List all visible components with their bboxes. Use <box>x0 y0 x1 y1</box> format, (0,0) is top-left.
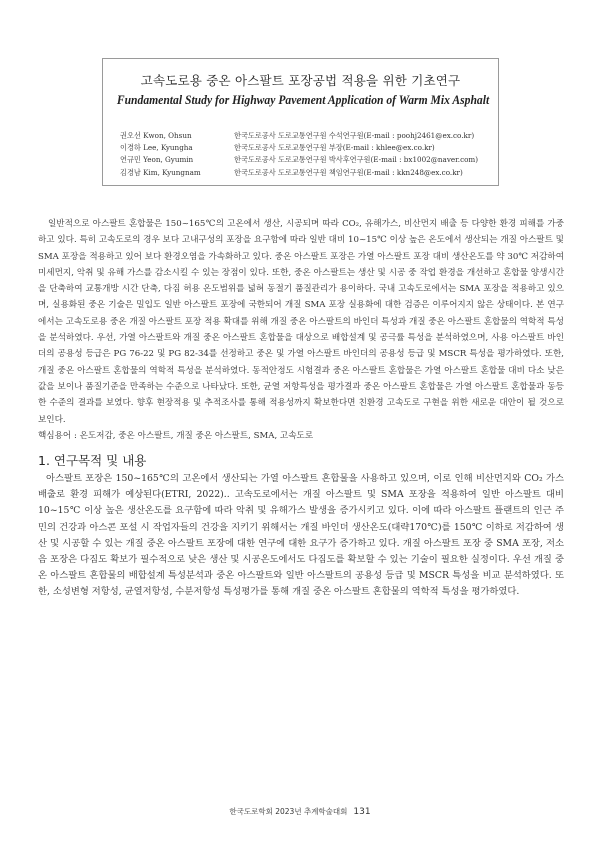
author-name: 연규민 Yeon, Gyumin <box>120 155 194 165</box>
section-heading: 1. 연구목적 및 내용 <box>38 453 147 468</box>
author-name: 김경남 Kim, Kyungnam <box>120 167 201 177</box>
paper-title-english: Fundamental Study for Highway Pavement Application of Warm Mix Asphalt <box>116 93 490 107</box>
keywords: 핵심용어 : 온도저감, 중온 아스팔트, 개질 중온 아스팔트, SMA, 고속도로 <box>38 430 314 441</box>
section-paragraph: 아스팔트 포장은 150~165℃의 고온에서 생산되는 가열 아스팔트 혼합물을 사용하고 있으며, 이로 인해 비산먼지와 CO₂ 가스 배출로 환경 피해가 예상된다(ETRI, 2022).. 고속도로에서는 개질 아스팔트 및 SMA 포장을 적용하여 일반 아스팔트 대비 10~15℃ 이상 높은 생산온도를 요구함에 따라 악취 및 유해가스 발생을 증가시키고 있다. 이에 따라 아스팔트 플랜트의 인근 주민의 건강과 아스콘 포설 시 작업자들의 건강을 지키기 위해서는 개질 바인더 생산온도(대략170℃)를 150℃ 이하로 저감하여 생산 및 시공할 수 있는 개질 중온 아스팔트 포장에 대한 연구에 대한 요구가 증가하고 있다. 개질 아스팔트 포장 중 SMA 포장, 저소음 포장은 다짐도 확보가 필수적으로 낮은 생산 및 시공온도에서도 다짐도를 확보할 수 있는 기술이 필요한 실정이다. 우선 개질 중온 아스팔트 혼합물의 배합설계 특성분석과 중온 아스팔트와 일반 아스팔트의 공용성 등급 및 MSCR 특성을 비교 분석하였다. 또한, 소성변형 저항성, 균열저항성, 수분저항성 특성평가를 통해 개질 중온 아스팔트 혼합물의 역학적 특성을 평가하였다. <box>38 473 564 598</box>
page-footer <box>0 806 600 817</box>
section-body <box>38 471 564 601</box>
conference-name: 한국도로학회 2023년 추계학술대회 <box>229 807 348 816</box>
author-name: 이경하 Lee, Kyungha <box>120 143 193 153</box>
abstract <box>38 216 564 444</box>
author-affiliation: 한국도로공사 도로교통연구원 부장(E-mail : khlee@ex.co.kr) <box>234 143 435 153</box>
title-box <box>102 58 499 186</box>
author-list <box>120 130 490 179</box>
author-row <box>120 130 490 142</box>
author-affiliation: 한국도로공사 도로교통연구원 책임연구원(E-mail : kkn248@ex.co.kr) <box>234 167 463 177</box>
paper-title-korean: 고속도로용 중온 아스팔트 포장공법 적용을 위한 기초연구 <box>140 73 461 88</box>
author-affiliation: 한국도로공사 도로교통연구원 박사후연구원(E-mail : bx1002@naver.com) <box>234 155 479 165</box>
page-number: 131 <box>353 807 371 817</box>
abstract-text: 일반적으로 아스팔트 혼합물은 150~165℃의 고온에서 생산, 시공되며 따라 CO₂, 유해가스, 비산먼지 배출 등 다양한 환경 피해를 가중하고 있다. 특히 고속도로의 경우 보다 고내구성의 포장을 요구함에 따라 일반 대비 10~15℃ 이상 높은 온도에서 생산되는 개질 아스팔트 및 SMA 포장을 적용하고 있어 보다 환경오염을 가속화하고 있다. 중온 아스팔트 포장은 가열 아스팔트 포장 대비 생산온도를 약 30℃ 저감하여 미세먼지, 악취 및 유해 가스를 감소시킬 수 있는 장점이 있다. 또한, 중온 아스팔트는 생산 및 시공 중 작업 환경을 개선하고 혼합물 양생시간을 단축하여 교통개방 시간 단축, 다짐 허용 온도범위를 넓혀 동절기 품질관리가 용이하다. 국내 고속도로에서는 SMA 포장을 적용하고 있으며, 실용화된 중온 기술은 밀입도 일반 아스팔트 포장에 국한되어 개질 SMA 포장 실용화에 대한 검증은 이루어지지 않은 상태이다. 본 연구에서는 고속도로용 중온 개질 아스팔트 포장 적용 확대를 위해 개질 중온 아스팔트의 바인더 특성과 개질 중온 아스팔트 혼합물의 역학적 특성을 분석하였다. 우선, 가열 아스팔트와 개질 중온 아스팔트 혼합물을 대상으로 배합설계 및 공극률 특성을 분석하였으며, 사용 아스팔트 바인더의 공용성 등급은 PG 76-22 및 PG 82-34를 선정하고 중온 및 가열 아스팔트 바인더의 공용성 등급 및 MSCR 특성을 평가하였다. 또한, 개질 중온 아스팔트 혼합물의 역학적 특성을 분석하였다. 동적안정도 시험결과 중온 아스팔트 혼합물은 가열 아스팔트 혼합물 대비 다소 낮은 값을 보이나 품질기준을 만족하는 수준으로 나타났다. 또한, 균열 저항특성을 평가결과 중온 아스팔트 혼합물은 가열 아스팔트 혼합물과 동등한 수준의 결과를 보였다. 향후 현장적용 및 추적조사를 통해 적용성까지 확보한다면 친환경 고속도로 구현을 위한 새로운 대안이 될 것으로 보인다. <box>38 219 564 425</box>
author-row <box>120 142 490 154</box>
author-name: 권오선 Kwon, Ohsun <box>120 131 192 140</box>
author-affiliation: 한국도로공사 도로교통연구원 수석연구원(E-mail : poohj2461@ex.co.kr) <box>234 131 475 140</box>
author-row <box>120 167 490 179</box>
author-row <box>120 154 490 166</box>
